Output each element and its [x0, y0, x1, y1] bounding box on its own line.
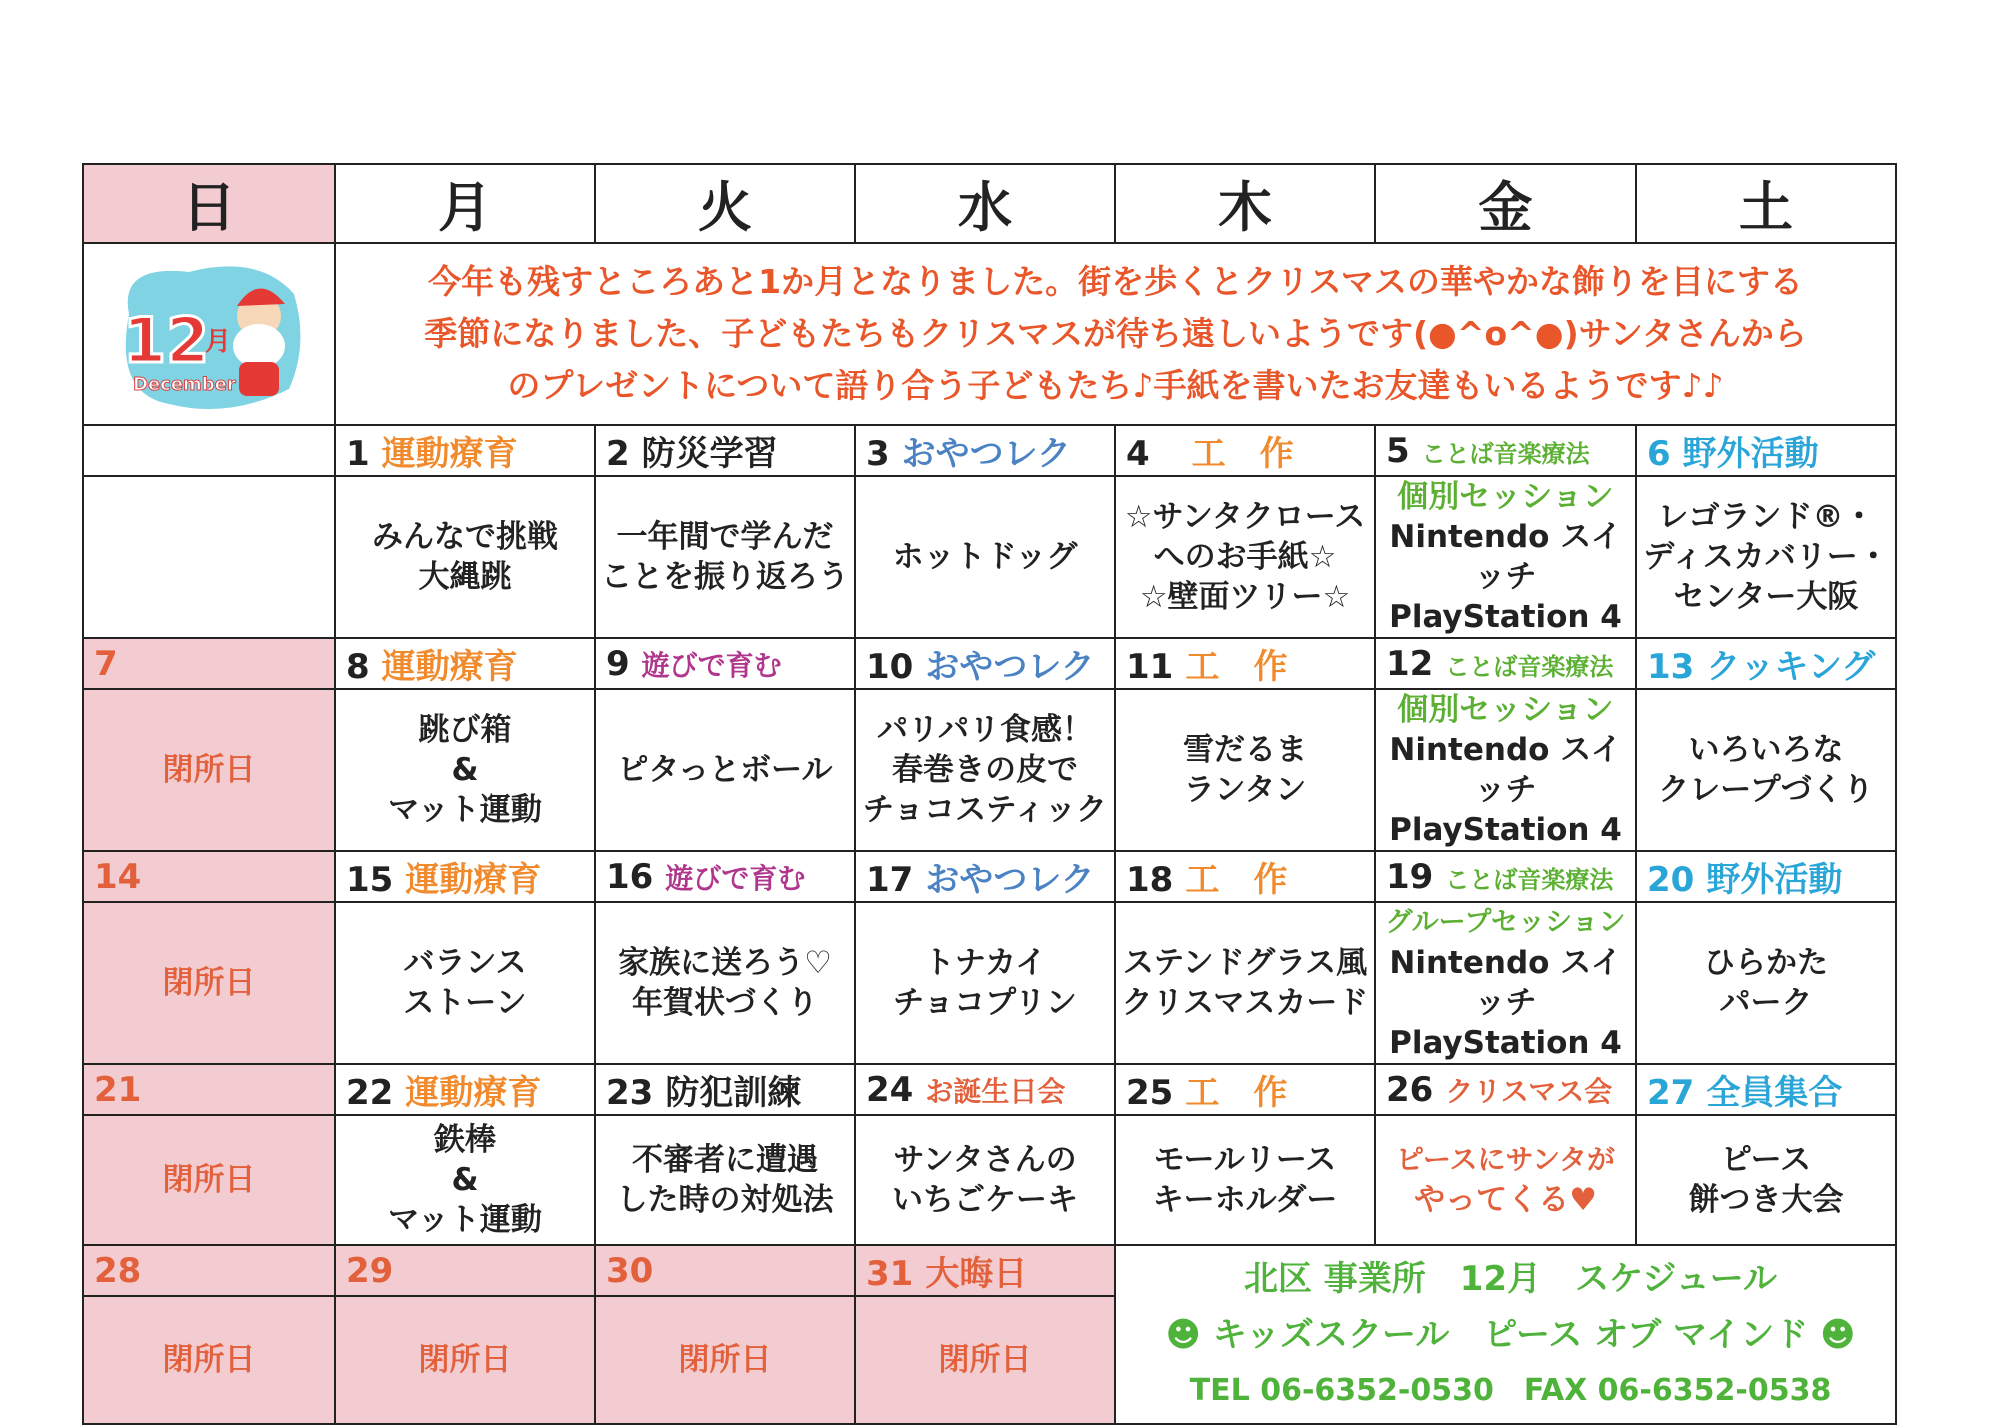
day-number: 13 — [1647, 647, 1695, 687]
day-number: 5 — [1386, 430, 1410, 471]
closed-day-label: 閉所日 — [83, 902, 335, 1064]
day-label — [855, 1245, 1115, 1296]
date-row — [83, 1064, 1896, 1115]
activity-cell: ピースにサンタが やってくる♥ — [1375, 1115, 1636, 1245]
footer-info — [1115, 1245, 1896, 1424]
day-title: 野外活動 — [1682, 434, 1819, 474]
footer-title: 北区 事業所 12月 スケジュール — [1243, 1258, 1778, 1299]
day-number: 22 — [346, 1073, 394, 1113]
day-label — [335, 638, 595, 689]
day-label — [1636, 851, 1896, 902]
day-label — [335, 425, 595, 476]
activity-row — [83, 476, 1896, 638]
day-number: 21 — [94, 1069, 142, 1110]
day-label — [1636, 638, 1896, 689]
day-title: クッキング — [1706, 647, 1876, 687]
activity-cell: レゴランド®・ ディスカバリー・ センター大阪 — [1636, 476, 1896, 638]
day-title: 運動療育 — [405, 1073, 542, 1113]
santa-badge-icon — [109, 254, 309, 414]
closed-day-label: 閉所日 — [83, 1296, 335, 1424]
day-label — [83, 851, 335, 902]
activity-cell: 個別セッション Nintendo スイッチ PlayStation 4 — [1375, 476, 1636, 638]
day-number: 12 — [1386, 643, 1434, 684]
day-title: 防災学習 — [641, 434, 778, 474]
weekday-sun: 日 — [83, 164, 335, 243]
day-label — [595, 1064, 855, 1115]
activity-cell: トナカイ チョコプリン — [855, 902, 1115, 1064]
day-title: 大晦日 — [925, 1254, 1028, 1294]
day-number: 30 — [606, 1250, 654, 1291]
day-title: 運動療育 — [405, 860, 542, 900]
day-label — [855, 1064, 1115, 1115]
activity-cell: いろいろな クレープづくり — [1636, 689, 1896, 851]
activity-row — [83, 902, 1896, 1064]
day-title: おやつレク — [925, 860, 1095, 900]
closed-day-label: 閉所日 — [83, 1115, 335, 1245]
day-number: 27 — [1647, 1073, 1695, 1113]
intro-row — [83, 243, 1896, 425]
day-label-empty — [83, 425, 335, 476]
weekday-wed: 水 — [855, 164, 1115, 243]
day-title: おやつレク — [901, 434, 1071, 474]
day-label — [595, 851, 855, 902]
day-number: 10 — [866, 647, 914, 687]
day-label — [1115, 425, 1375, 476]
day-number: 11 — [1126, 647, 1174, 687]
day-title: 工 作 — [1191, 434, 1294, 474]
day-number: 19 — [1386, 856, 1434, 897]
date-row — [83, 638, 1896, 689]
badge-unit: 月 — [205, 327, 232, 357]
badge-month: 12 — [123, 304, 210, 377]
day-label — [83, 1064, 335, 1115]
activity-cell: 雪だるま ランタン — [1115, 689, 1375, 851]
day-title: 運動療育 — [381, 434, 518, 474]
day-number: 1 — [346, 434, 370, 474]
activity-cell: ステンドグラス風 クリスマスカード — [1115, 902, 1375, 1064]
date-row — [83, 425, 1896, 476]
day-label — [1636, 1064, 1896, 1115]
day-label — [595, 638, 855, 689]
day-number: 9 — [606, 643, 630, 684]
day-label — [1115, 638, 1375, 689]
activity-cell: 鉄棒 & マット運動 — [335, 1115, 595, 1245]
day-label — [335, 1245, 595, 1296]
footer-school: ☻ キッズスクール ピース オブ マインド ☻ — [1165, 1314, 1856, 1355]
activity-cell: 不審者に遭遇 した時の対処法 — [595, 1115, 855, 1245]
date-row — [83, 1245, 1896, 1296]
day-number: 28 — [94, 1250, 142, 1291]
day-title: 防犯訓練 — [665, 1073, 802, 1113]
activity-row — [83, 1115, 1896, 1245]
activity-cell: ホットドッグ — [855, 476, 1115, 638]
activity-cell: モールリース キーホルダー — [1115, 1115, 1375, 1245]
day-title: 工 作 — [1185, 647, 1288, 687]
day-title: おやつレク — [925, 647, 1095, 687]
day-label — [1375, 851, 1636, 902]
day-number: 2 — [606, 434, 630, 474]
weekday-header-row — [83, 164, 1896, 243]
activity-cell: ひらかた パーク — [1636, 902, 1896, 1064]
footer-contact: TEL 06-6352-0530 FAX 06-6352-0538 — [1189, 1372, 1832, 1408]
day-number: 8 — [346, 647, 370, 687]
day-label — [335, 851, 595, 902]
activity-row — [83, 689, 1896, 851]
day-label — [1115, 851, 1375, 902]
activity-cell: 家族に送ろう♡ 年賀状づくり — [595, 902, 855, 1064]
day-label — [1375, 425, 1636, 476]
day-label — [855, 851, 1115, 902]
day-title: 工 作 — [1185, 1073, 1288, 1113]
day-label — [335, 1064, 595, 1115]
weekday-fri: 金 — [1375, 164, 1636, 243]
weekday-thu: 木 — [1115, 164, 1375, 243]
activity-empty — [83, 476, 335, 638]
intro-message — [335, 243, 1896, 425]
day-number: 26 — [1386, 1069, 1434, 1110]
day-number: 31 — [866, 1254, 914, 1294]
intro-line: 季節になりました、子どもたちもクリスマスが待ち遠しいようです(●^o^●)サンタさんから — [424, 314, 1807, 353]
activity-cell: ☆サンタクロース へのお手紙☆ ☆壁面ツリー☆ — [1115, 476, 1375, 638]
activity-cell: グループセッション Nintendo スイッチ PlayStation 4 — [1375, 902, 1636, 1064]
day-title: 野外活動 — [1706, 860, 1843, 900]
activity-cell: みんなで挑戦 大縄跳 — [335, 476, 595, 638]
day-label — [595, 1245, 855, 1296]
badge-english: December — [133, 374, 236, 395]
day-title: クリスマス会 — [1445, 1074, 1613, 1108]
day-title: 工 作 — [1185, 860, 1288, 900]
day-label — [83, 1245, 335, 1296]
day-number: 14 — [94, 856, 142, 897]
closed-day-label: 閉所日 — [595, 1296, 855, 1424]
activity-cell: ピース 餅つき大会 — [1636, 1115, 1896, 1245]
weekday-sat: 土 — [1636, 164, 1896, 243]
closed-day-label: 閉所日 — [335, 1296, 595, 1424]
month-badge-cell — [83, 243, 335, 425]
month-badge — [109, 254, 309, 414]
day-title: 遊びで育む — [641, 648, 782, 682]
day-title: 運動療育 — [381, 647, 518, 687]
day-number: 15 — [346, 860, 394, 900]
day-number: 23 — [606, 1073, 654, 1113]
activity-cell: 個別セッション Nintendo スイッチ PlayStation 4 — [1375, 689, 1636, 851]
intro-line: 今年も残すところあと1か月となりました。街を歩くとクリスマスの華やかな飾りを目にする — [428, 262, 1803, 301]
day-number: 6 — [1647, 434, 1671, 474]
activity-cell: バランス ストーン — [335, 902, 595, 1064]
day-number: 25 — [1126, 1073, 1174, 1113]
day-title: ことば音楽療法 — [1445, 865, 1614, 894]
day-label — [855, 638, 1115, 689]
day-number: 18 — [1126, 860, 1174, 900]
day-number: 29 — [346, 1250, 394, 1291]
closed-day-label: 閉所日 — [855, 1296, 1115, 1424]
activity-cell: ピタっとボール — [595, 689, 855, 851]
day-number: 7 — [94, 643, 118, 684]
day-title: ことば音楽療法 — [1421, 439, 1590, 468]
calendar-table — [82, 163, 1897, 1425]
day-title: 遊びで育む — [665, 861, 806, 895]
closed-day-label: 閉所日 — [83, 689, 335, 851]
day-label — [595, 425, 855, 476]
day-label — [855, 425, 1115, 476]
day-title: 全員集合 — [1706, 1073, 1843, 1113]
activity-cell: サンタさんの いちごケーキ — [855, 1115, 1115, 1245]
date-row — [83, 851, 1896, 902]
day-number: 17 — [866, 860, 914, 900]
day-label — [1115, 1064, 1375, 1115]
day-number: 24 — [866, 1069, 914, 1110]
weekday-mon: 月 — [335, 164, 595, 243]
activity-cell: パリパリ食感！ 春巻きの皮で チョコスティック — [855, 689, 1115, 851]
activity-cell: 一年間で学んだ ことを振り返ろう — [595, 476, 855, 638]
day-label — [1375, 1064, 1636, 1115]
day-label — [83, 638, 335, 689]
day-number: 20 — [1647, 860, 1695, 900]
day-label — [1375, 638, 1636, 689]
day-title: お誕生日会 — [925, 1074, 1066, 1108]
weekday-tue: 火 — [595, 164, 855, 243]
day-label — [1636, 425, 1896, 476]
day-title: ことば音楽療法 — [1445, 652, 1614, 681]
day-number: 3 — [866, 434, 890, 474]
day-number: 16 — [606, 856, 654, 897]
activity-cell: 跳び箱 & マット運動 — [335, 689, 595, 851]
day-number: 4 — [1126, 434, 1150, 474]
intro-line: のプレゼントについて語り合う子どもたち♪手紙を書いたお友達もいるようです♪♪ — [507, 366, 1724, 405]
